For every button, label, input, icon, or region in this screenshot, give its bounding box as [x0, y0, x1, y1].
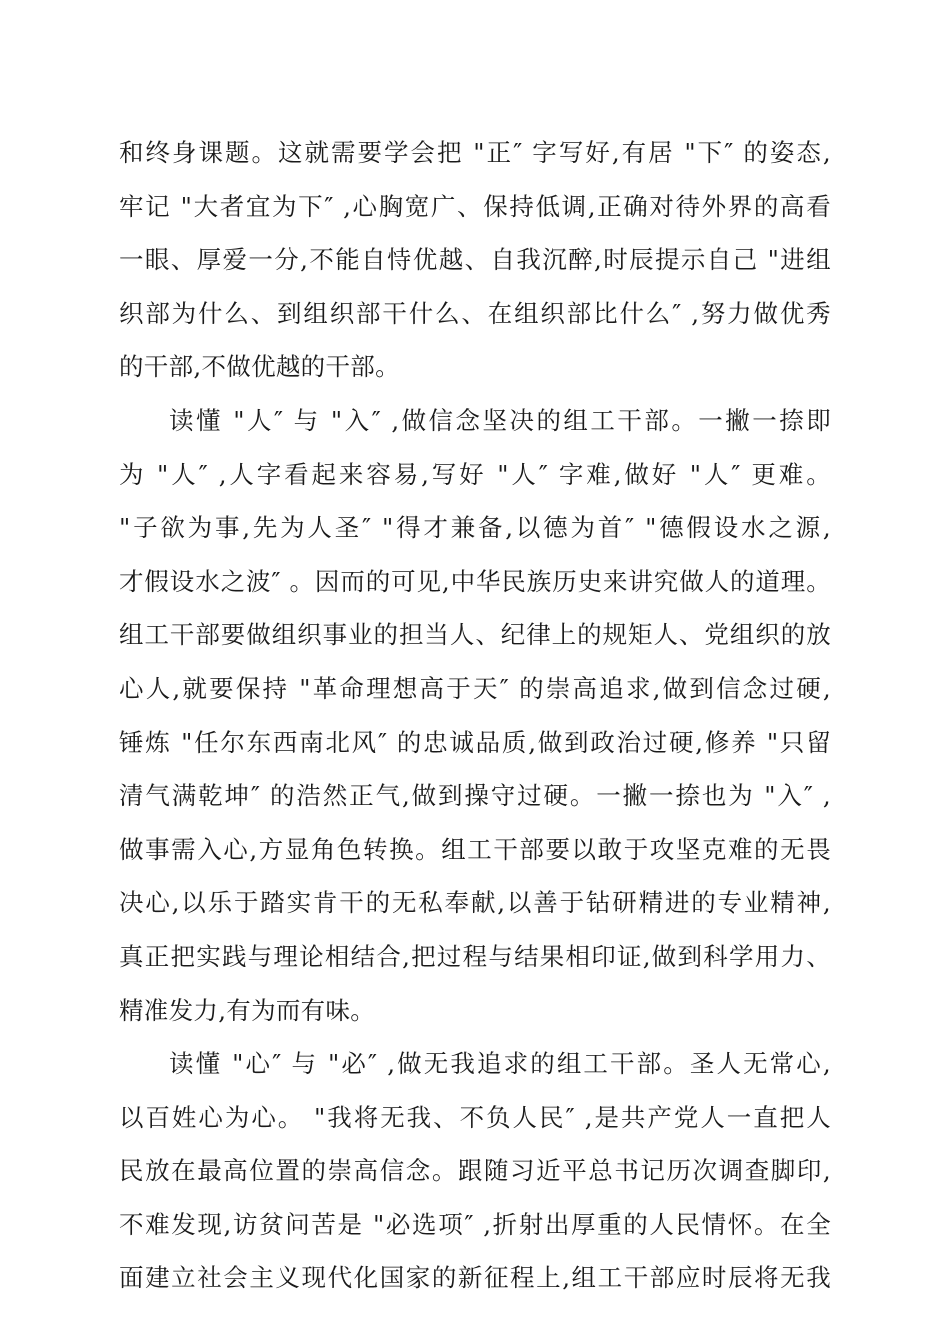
text-line: 组工干部要做组织事业的担当人、纪律上的规矩人、党组织的放 — [119, 620, 831, 650]
text-line: 真正把实践与理论相结合,把过程与结果相印证,做到科学用力、 — [119, 941, 831, 971]
text-line: 牢记 "大者宜为下″ ,心胸宽广、保持低调,正确对待外界的高看 — [119, 191, 831, 221]
text-line: 为 "人″ ,人字看起来容易,写好 "人″ 字难,做好 "人″ 更难。 — [119, 459, 831, 489]
text-line: 读懂 "人″ 与 "入″ ,做信念坚决的组工干部。一撇一捺即 — [169, 405, 831, 435]
text-line: 和终身课题。这就需要学会把 "正″ 字写好,有居 "下″ 的姿态, — [119, 138, 831, 167]
text-line: 读懂 "心″ 与 "必″ ,做无我追求的组工干部。圣人无常心, — [169, 1049, 831, 1079]
text-line: 决心,以乐于踏实肯干的无私奉献,以善于钻研精进的专业精神, — [119, 888, 831, 918]
text-line: 的干部,不做优越的干部。 — [119, 352, 400, 382]
text-line: "子欲为事,先为人圣″ "得才兼备,以德为首″ "德假设水之源, — [119, 513, 831, 543]
text-line: 织部为什么、到组织部干什么、在组织部比什么″ ,努力做优秀 — [119, 298, 831, 328]
text-line: 心人,就要保持 "革命理想高于天″ 的崇高追求,做到信念过硬, — [119, 673, 831, 703]
text-line: 锤炼 "任尔东西南北风″ 的忠诚品质,做到政治过硬,修养 "只留 — [119, 727, 831, 757]
text-line: 民放在最高位置的崇高信念。跟随习近平总书记历次调查脚印, — [119, 1156, 831, 1186]
body-text — [119, 126, 831, 1305]
text-line: 清气满乾坤″ 的浩然正气,做到操守过硬。一撇一捺也为 "入″ , — [119, 781, 831, 811]
text-line: 以百姓心为心。 "我将无我、不负人民″ ,是共产党人一直把人 — [119, 1102, 831, 1132]
text-line: 不难发现,访贫问苦是 "必选项″ ,折射出厚重的人民情怀。在全 — [119, 1209, 831, 1239]
text-line: 做事需入心,方显角色转换。组工干部要以敢于攻坚克难的无畏 — [119, 834, 831, 864]
text-line: 精准发力,有为而有味。 — [119, 995, 376, 1025]
text-line: 一眼、厚爱一分,不能自恃优越、自我沉醉,时辰提示自己 "进组 — [119, 245, 831, 275]
text-line: 才假设水之波″ 。因而的可见,中华民族历史来讲究做人的道理。 — [119, 566, 831, 596]
text-line: 面建立社会主义现代化国家的新征程上,组工干部应时辰将无我 — [119, 1263, 831, 1293]
